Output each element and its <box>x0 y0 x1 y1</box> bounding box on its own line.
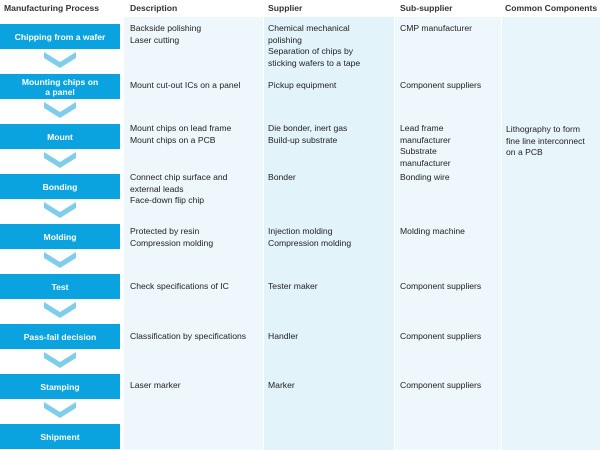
description-cell <box>130 23 201 46</box>
cell-line: Injection molding <box>268 226 333 236</box>
chevron-down-icon <box>44 102 76 118</box>
cell-line: Laser cutting <box>130 34 180 45</box>
cell-line: Compression molding <box>130 237 214 248</box>
cell-line: Bonder <box>268 172 296 182</box>
cell-line: CMP manufacturer <box>400 23 472 33</box>
cell-line: Backside polishing <box>130 23 202 33</box>
cell-line: Mount chips on a PCB <box>130 134 216 145</box>
process-step-label <box>44 232 77 242</box>
process-step-label <box>24 332 97 342</box>
subsupplier-cell <box>400 172 450 184</box>
cell-line: Protected by resin <box>130 226 200 236</box>
cell-line: Bonding wire <box>400 172 450 182</box>
subsupplier-cell <box>400 80 481 92</box>
cell-line: Substrate <box>400 146 437 157</box>
chevron-down-icon <box>44 152 76 168</box>
header-description: Description <box>130 3 178 13</box>
process-step-label <box>51 282 68 292</box>
cell-line: Laser marker <box>130 380 181 390</box>
process-step-box <box>0 24 120 49</box>
description-cell <box>130 226 213 249</box>
cell-line: Lead frame <box>400 123 444 133</box>
process-step-label <box>43 182 78 192</box>
process-step-line: Mounting chips on <box>21 76 99 87</box>
supplier-cell <box>268 380 295 392</box>
cell-line: Marker <box>268 380 295 390</box>
cell-line: polishing <box>268 34 302 45</box>
process-step-line: Chipping from a wafer <box>14 31 106 42</box>
supplier-cell <box>268 123 347 146</box>
cell-line: Check specifications of IC <box>130 281 229 291</box>
subsupplier-cell <box>400 281 481 293</box>
cell-line: Connect chip surface and <box>130 172 228 182</box>
supplier-cell <box>268 281 318 293</box>
cell-line: Component suppliers <box>400 80 482 90</box>
process-step-label <box>15 32 106 42</box>
process-step-box <box>0 174 120 199</box>
description-cell <box>130 331 246 343</box>
cell-line: Build-up substrate <box>268 134 338 145</box>
process-step-box <box>0 324 120 349</box>
cell-line: sticking wafers to a tape <box>268 57 361 68</box>
description-cell <box>130 123 231 146</box>
cell-line: manufacturer <box>400 134 451 145</box>
supplier-cell <box>268 23 360 69</box>
cell-line: Face-down flip chip <box>130 195 205 206</box>
process-step-line: Mount <box>47 131 73 142</box>
cell-line: Molding machine <box>400 226 465 236</box>
cell-line: Component suppliers <box>400 331 482 341</box>
chevron-down-icon <box>44 402 76 418</box>
supplier-cell <box>268 80 336 92</box>
description-cell <box>130 80 240 92</box>
description-cell <box>130 380 181 392</box>
chevron-down-icon <box>44 52 76 68</box>
subsupplier-cell <box>400 380 481 392</box>
subsupplier-cell <box>400 226 465 238</box>
cell-line: Component suppliers <box>400 380 482 390</box>
subsupplier-cell <box>400 123 451 169</box>
cell-line: Mount cut-out ICs on a panel <box>130 80 241 90</box>
process-step-box <box>0 374 120 399</box>
cell-line: Handler <box>268 331 299 341</box>
process-step-box <box>0 274 120 299</box>
process-step-label <box>22 77 98 97</box>
process-step-box <box>0 224 120 249</box>
process-step-line: Pass-fail decision <box>23 331 97 342</box>
cell-line: Mount chips on lead frame <box>130 123 232 133</box>
process-step-line: Stamping <box>40 381 80 392</box>
cell-line: Die bonder, inert gas <box>268 123 348 133</box>
chevron-down-icon <box>44 252 76 268</box>
description-cell <box>130 172 227 207</box>
process-step-line: Test <box>51 281 69 292</box>
cell-line: Classification by specifications <box>130 331 247 341</box>
subsupplier-cell <box>400 23 472 35</box>
description-cell <box>130 281 229 293</box>
process-step-box <box>0 424 120 449</box>
process-step-label <box>47 132 73 142</box>
cell-line: manufacturer <box>400 157 451 168</box>
table-header <box>0 0 600 17</box>
chevron-down-icon <box>44 302 76 318</box>
cell-line: on a PCB <box>506 147 543 158</box>
process-step-label <box>40 432 79 442</box>
process-step-label <box>40 382 79 392</box>
subsupplier-cell <box>400 331 481 343</box>
process-step-line: Molding <box>43 231 77 242</box>
cell-line: Component suppliers <box>400 281 482 291</box>
header-subsupplier: Sub-supplier <box>400 3 453 13</box>
common-column-bg <box>502 17 600 450</box>
cell-line: Pickup equipment <box>268 80 337 90</box>
process-step-box <box>0 124 120 149</box>
process-step-box <box>0 74 120 99</box>
cell-line: Chemical mechanical <box>268 23 350 33</box>
header-supplier: Supplier <box>268 3 303 13</box>
header-common-components: Common Components <box>505 3 598 13</box>
process-step-line: Shipment <box>40 431 80 442</box>
cell-line: fine line interconnect <box>506 135 585 146</box>
cell-line: Tester maker <box>268 281 318 291</box>
header-process: Manufacturing Process <box>4 3 100 13</box>
supplier-cell <box>268 226 351 249</box>
cell-line: external leads <box>130 183 184 194</box>
chevron-down-icon <box>44 202 76 218</box>
process-step-line: a panel <box>45 86 75 97</box>
supplier-cell <box>268 172 296 184</box>
common-components-cell <box>506 124 585 159</box>
process-step-line: Bonding <box>42 181 78 192</box>
cell-line: Separation of chips by <box>268 46 354 57</box>
supplier-cell <box>268 331 298 343</box>
chevron-down-icon <box>44 352 76 368</box>
cell-line: Compression molding <box>268 237 352 248</box>
cell-line: Lithography to form <box>506 124 581 134</box>
